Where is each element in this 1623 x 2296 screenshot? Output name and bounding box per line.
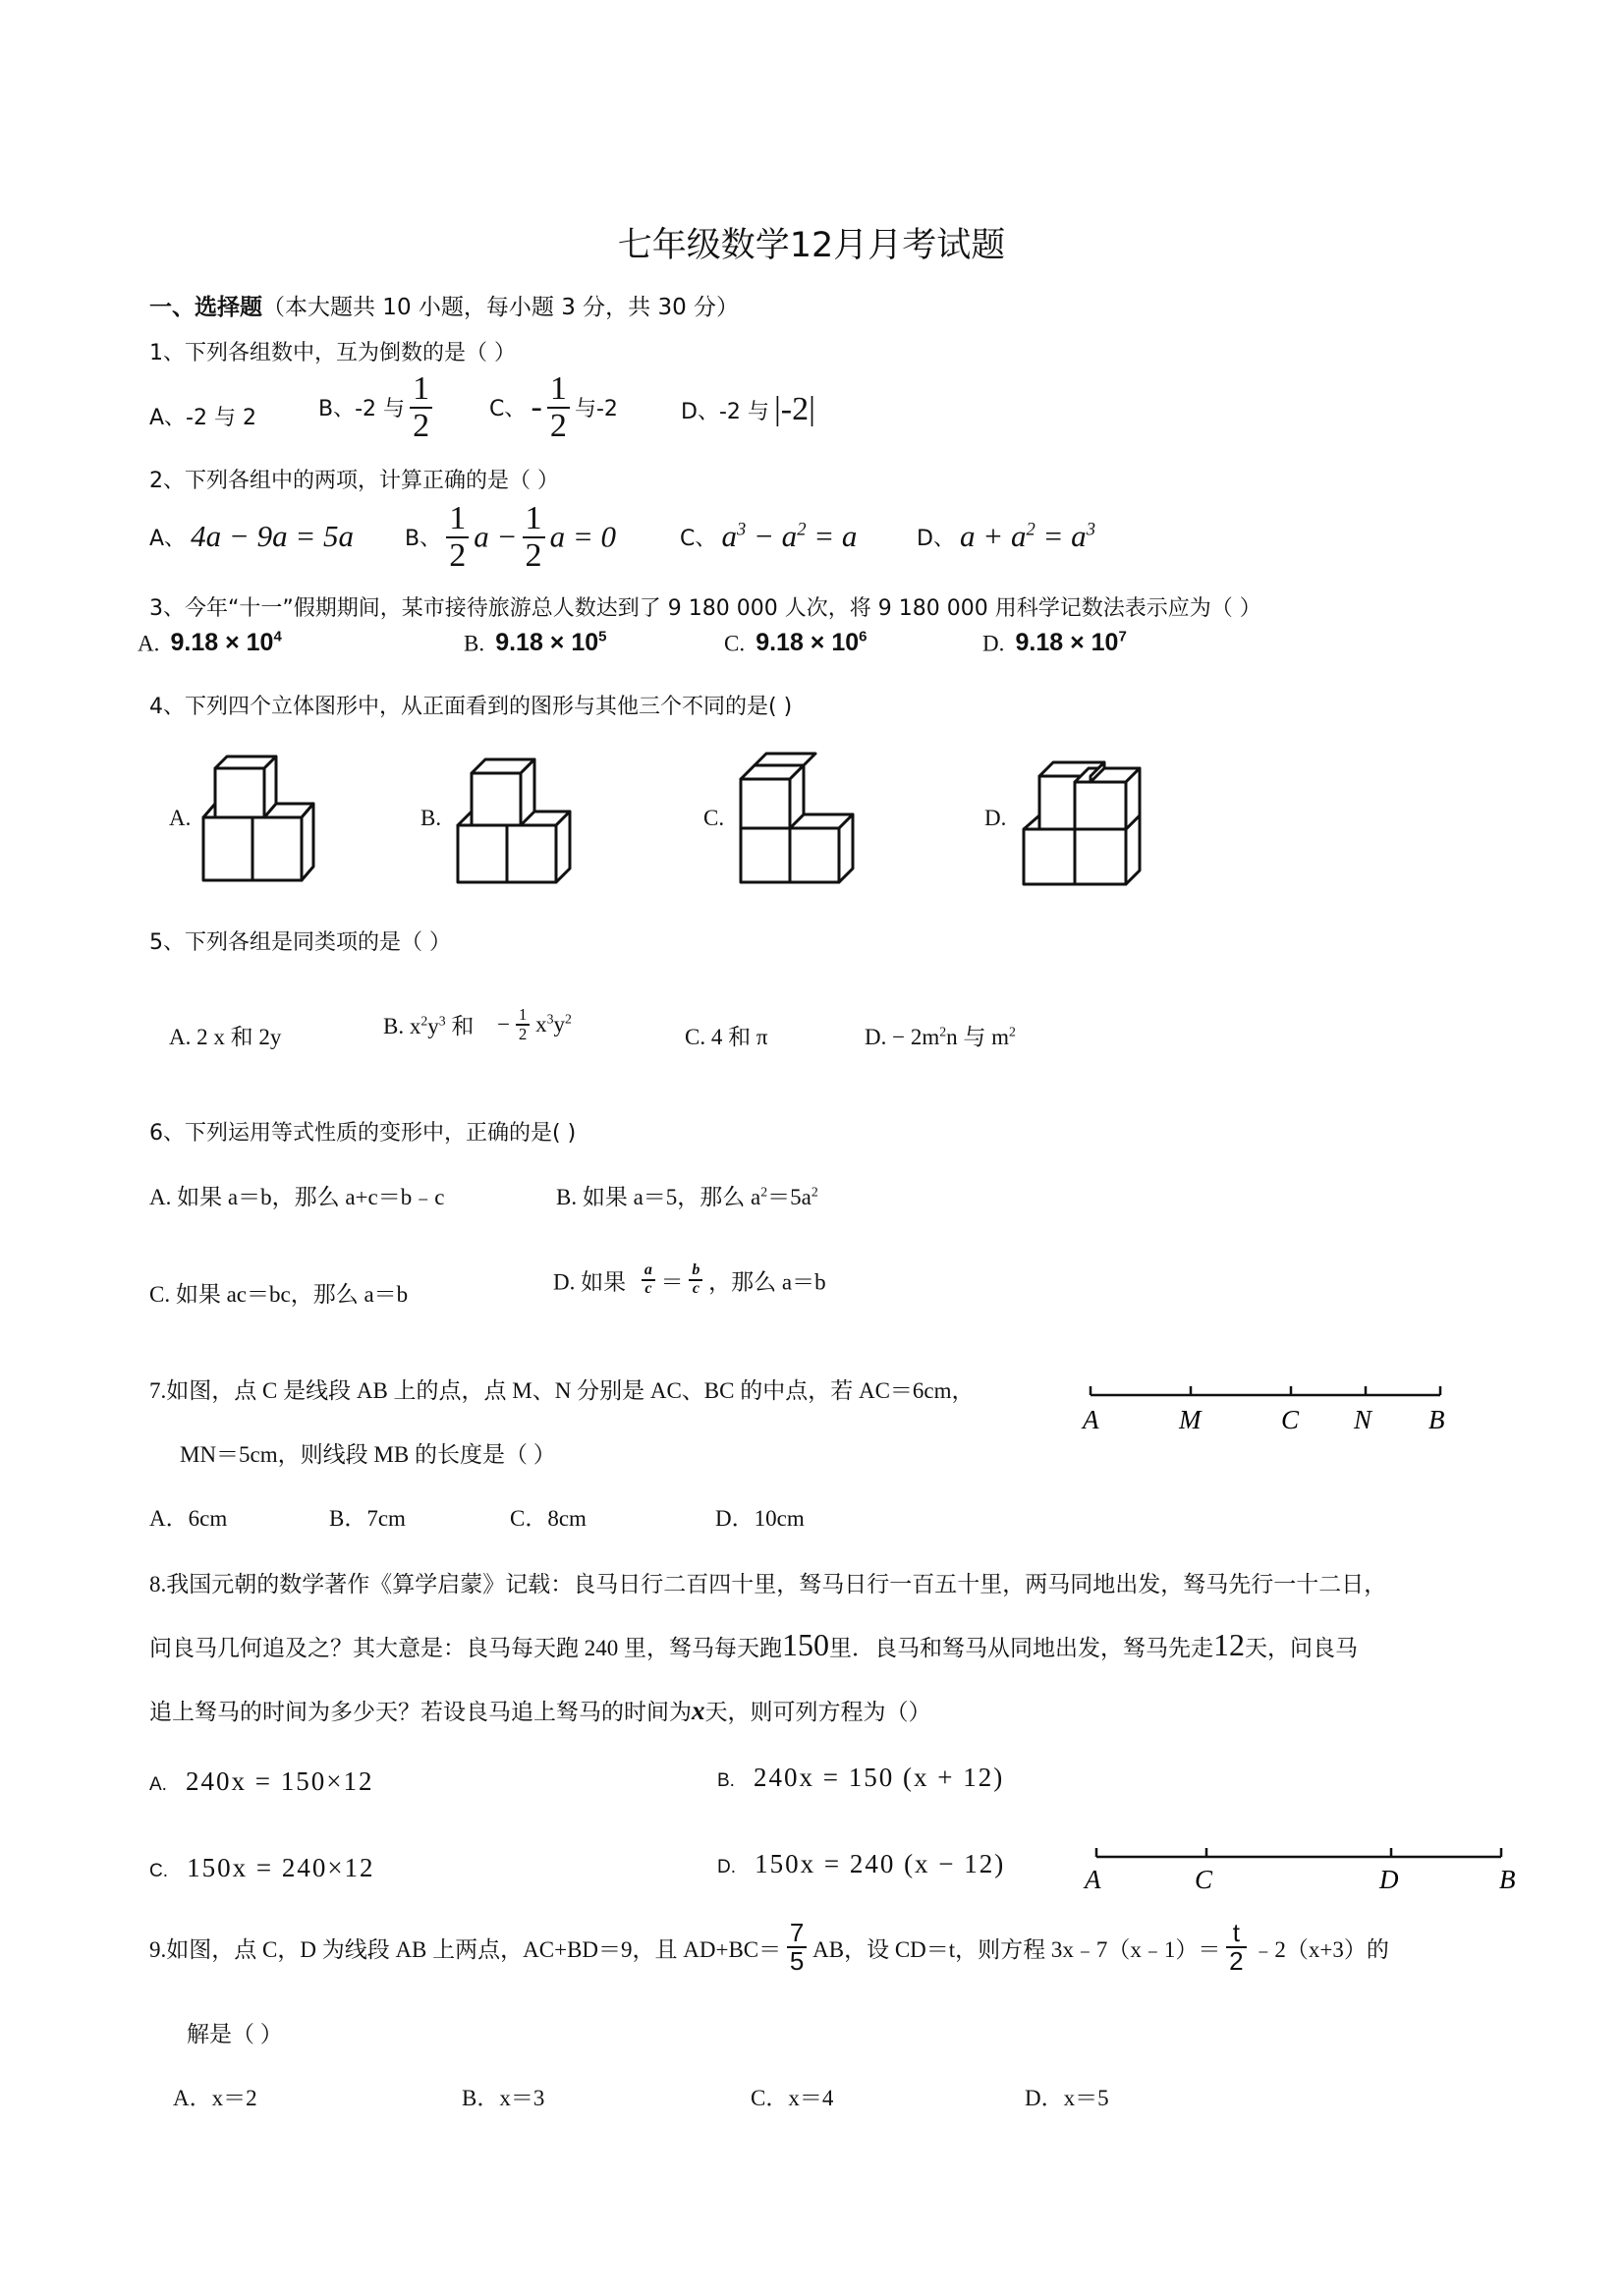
q7-point-n: N (1354, 1405, 1372, 1434)
q2-c-label: C、 (680, 526, 717, 551)
q4-figure-a (203, 756, 313, 880)
q1-b-fraction: $\frac{1}{2}$ (410, 371, 432, 443)
q8-point-a: A (1085, 1865, 1101, 1894)
q7-segment-figure (1071, 1373, 1464, 1442)
q7-option-d: D．10cm (715, 1506, 805, 1531)
q7-point-c: C (1281, 1405, 1300, 1434)
q3-c-value: $9.18 \times 10^6$ (756, 629, 867, 657)
q1-c-prefix: C、 (489, 397, 527, 422)
q6-option-c: C. 如果 ac＝bc，那么 a＝b (149, 1282, 409, 1307)
q8-segment-figure (1079, 1837, 1531, 1906)
q4-figure-c (741, 754, 853, 882)
q1-c-suffix: 与-2 (574, 397, 618, 422)
q8-option-b: B. 240x = 150 (x + 12) (717, 1763, 1005, 1792)
q2-b-end: a = 0 (549, 519, 617, 554)
q1-stem: 1、下列各组数中，互为倒数的是（ ） (149, 341, 516, 365)
q7-option-a: A．6cm (149, 1506, 228, 1531)
q4-stem: 4、下列四个立体图形中，从正面看到的图形与其他三个不同的是( ) (149, 695, 793, 719)
q9-option-b: B．x＝3 (462, 2086, 545, 2110)
q2-a-label: A、 (149, 526, 187, 551)
q1-d-prefix: D、-2 与 (681, 399, 769, 424)
q2-d-label: D、 (917, 526, 955, 551)
q2-b-label: B、 (405, 527, 442, 552)
q5-option-a: A. 2 x 和 2y (169, 1025, 282, 1049)
q3-a-label: A. (138, 631, 160, 656)
q3-a-value: $9.18 \times 10^4$ (170, 629, 282, 657)
q3-stem: 3、今年“十一”假期期间，某市接待旅游总人数达到了 9 180 000 人次，将 9 180 000 用科学记数法表示应为（ ） (149, 596, 1261, 621)
section-note: （本大题共 10 小题，每小题 3 分，共 30 分） (262, 295, 740, 320)
q7-point-b: B (1428, 1405, 1445, 1434)
q1-c-sign: - (531, 388, 542, 425)
q3-b-value: $9.18 \times 10^5$ (495, 629, 607, 657)
q6-stem: 6、下列运用等式性质的变形中，正确的是( ) (149, 1121, 577, 1146)
q2-stem: 2、下列各组中的两项，计算正确的是（ ） (149, 469, 559, 493)
q4-d-label: D. (984, 806, 1007, 830)
q1-c-fraction: $\frac{1}{2}$ (547, 371, 570, 443)
q8-line-2: 问良马几何追及之？其大意是：良马每天跑 240 里，驽马每天跑150里．良马和驽马从同地出发，驽马先走12天，问良马 (149, 1627, 1358, 1662)
q8-point-b: B (1499, 1865, 1516, 1894)
q2-b-fraction-2: $\frac{1}{2}$ (523, 501, 545, 573)
q7-point-a: A (1083, 1405, 1099, 1434)
q1-d-abs: |-2| (773, 391, 815, 427)
q7-line-1: 7.如图，点 C 是线段 AB 上的点，点 M、N 分别是 AC、BC 的中点，若 AC＝6cm， (149, 1378, 975, 1403)
q2-b-mid: a − (474, 519, 518, 554)
q8-line-1: 8.我国元朝的数学著作《算学启蒙》记载：良马日行二百四十里，驽马日行一百五十里，两马同地出发，驽马先行一十二日， (149, 1572, 1387, 1596)
q4-b-label: B. (420, 806, 442, 830)
q9-line-2: 解是（ ） (187, 2022, 283, 2046)
q8-point-c: C (1195, 1865, 1213, 1894)
q6-option-a: A. 如果 a＝b，那么 a+c＝b﹣c (149, 1185, 445, 1209)
q8-point-d: D (1379, 1865, 1399, 1894)
q3-c-label: C. (724, 631, 746, 656)
q9-line-1: 9.如图，点 C，D 为线段 AB 上两点，AC+BD＝9，且 AD+BC＝ $\frac{7}{5}$ AB，设 CD＝t，则方程 3x﹣7（x﹣1）＝ $\frac{t}{2}$ ﹣2（x+3）的 (149, 1918, 1389, 1977)
q5-option-d: D. − $2m^2n$ 与 $m^2$ (865, 1024, 1016, 1049)
q8-option-d: D. 150x = 240 (x − 12) (717, 1849, 1006, 1878)
q7-line-2: MN＝5cm，则线段 MB 的长度是（ ） (180, 1442, 556, 1467)
q7-point-m: M (1179, 1405, 1202, 1434)
q8-option-a: A. 240x = 150×12 (149, 1766, 374, 1796)
q3-d-value: $9.18 \times 10^7$ (1015, 629, 1127, 657)
q3-b-label: B. (464, 631, 485, 656)
page-title: 七年级数学12月月考试题 (617, 226, 1006, 265)
q9-option-d: D．x＝5 (1025, 2086, 1109, 2110)
q4-figure-b (458, 759, 570, 882)
q8-option-c: C. 150x = 240×12 (149, 1853, 375, 1882)
q7-option-c: C．8cm (510, 1506, 587, 1531)
q5-option-c: C. 4 和 π (685, 1025, 768, 1049)
q5-option-b: B. $x^2y^3$ 和 − $\frac{1}{2}$ $x^3y^2$ (383, 1005, 572, 1043)
q4-figure-d (1024, 762, 1140, 884)
q5-stem: 5、下列各组是同类项的是（ ） (149, 930, 451, 955)
q4-figures (0, 0, 1623, 924)
q4-c-label: C. (703, 806, 725, 830)
q2-d-expr: $a + a^2 = a^3$ (960, 519, 1095, 553)
q3-d-label: D. (982, 631, 1005, 656)
q1-option-a: A、-2 与 2 (149, 406, 256, 430)
section-title: 一、选择题 (149, 295, 262, 320)
q4-a-label: A. (169, 806, 192, 830)
q2-c-expr: $a^3 - a^2 = a$ (721, 519, 858, 553)
q7-option-b: B．7cm (329, 1506, 406, 1531)
q6-option-d: D. 如果 $\frac{a}{c}$ ＝ $\frac{b}{c}$ ，那么 a＝b (553, 1261, 826, 1297)
q2-a-expr: 4a − 9a = 5a (191, 519, 354, 553)
q8-line-3: 追上驽马的时间为多少天？若设良马追上驽马的时间为x天，则可列方程为（） (149, 1696, 931, 1725)
q2-b-fraction-1: $\frac{1}{2}$ (446, 501, 469, 573)
q1-b-prefix: B、-2 与 (318, 397, 406, 422)
q6-option-b: B. 如果 a＝5，那么 $a^2=5a^2$ (556, 1184, 818, 1209)
q9-option-a: A．x＝2 (173, 2086, 257, 2110)
q9-option-c: C．x＝4 (751, 2086, 834, 2110)
